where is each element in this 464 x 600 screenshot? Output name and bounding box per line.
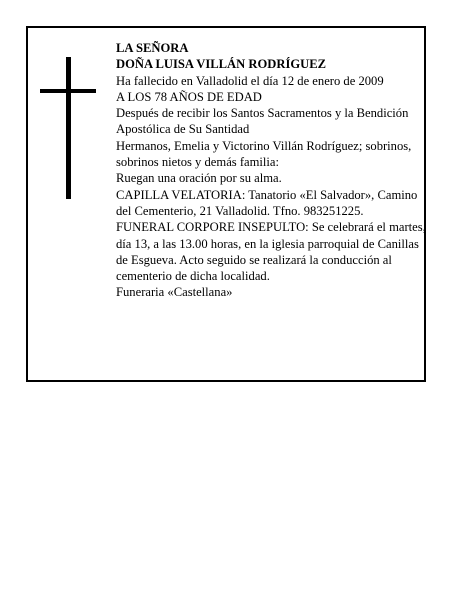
obituary-notice: [26, 26, 426, 382]
notice-text: [116, 40, 428, 301]
cross-horizontal-bar: [40, 89, 96, 93]
sacraments-statement: Después de recibir los Santos Sacramentos y la Bendición Apostólica de Su Santidad: [116, 106, 409, 137]
chapel-info: CAPILLA VELATORIA: Tanatorio «El Salvador», Camino del Cementerio, 21 Valladolid. Tfno. 983251225.: [116, 187, 418, 218]
age-statement: A LOS 78 AÑOS DE EDAD: [116, 89, 262, 104]
death-statement: Ha fallecido en Valladolid el día 12 de enero de 2009: [116, 73, 384, 88]
funeral-home: Funeraria «Castellana»: [116, 285, 233, 300]
cross-vertical-bar: [66, 57, 71, 199]
family-statement: Hermanos, Emelia y Victorino Villán Rodríguez; sobrinos, sobrinos nietos y demás familia:: [116, 138, 412, 170]
deceased-name: DOÑA LUISA VILLÁN RODRÍGUEZ: [116, 57, 327, 72]
funeral-info: FUNERAL CORPORE INSEPULTO: Se celebrará el martes, día 13, a las 13.00 horas, en la iglesia parroquial de Canillas de Esgueva. Acto seguido se realizará la conducción al cementerio de dicha localidad.: [116, 220, 426, 284]
cross-icon: [40, 57, 96, 199]
prayer-request: Ruegan una oración por su alma.: [116, 171, 282, 186]
notice-title: LA SEÑORA: [116, 41, 189, 55]
